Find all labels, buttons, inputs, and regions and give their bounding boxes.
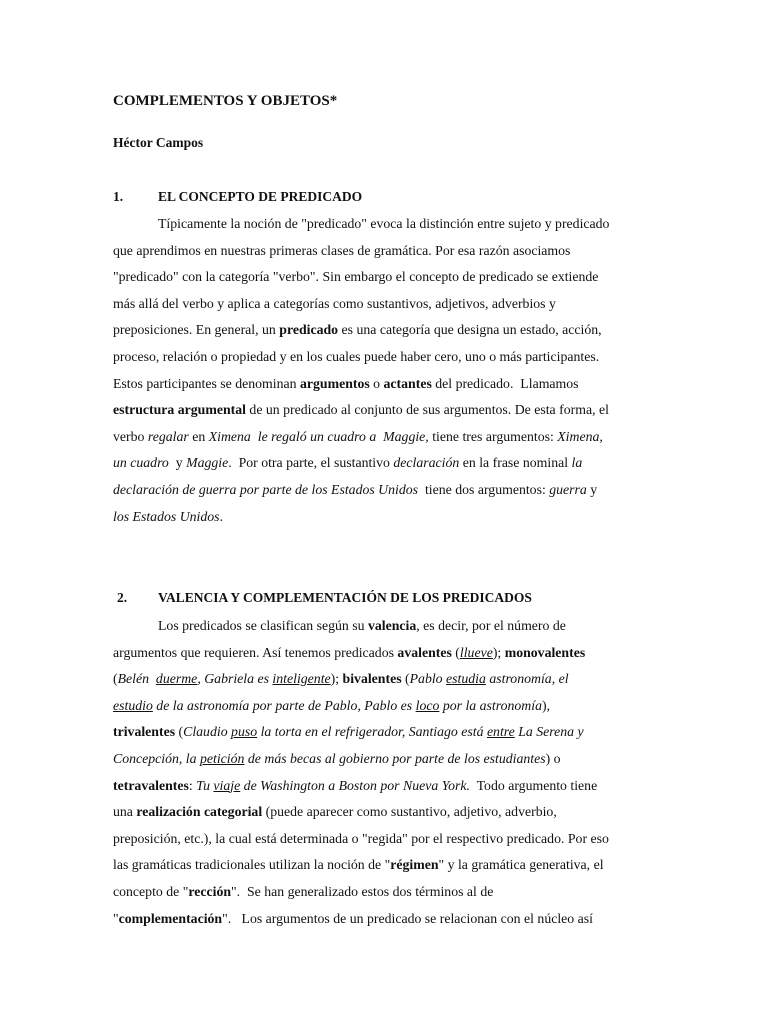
paragraph-line xyxy=(113,911,593,927)
text-run: " xyxy=(113,910,119,926)
italic-text: Belén xyxy=(117,671,156,687)
italic-text: un cuadro xyxy=(113,455,169,471)
paragraph-line xyxy=(113,724,584,740)
italic-text: Ximena le regaló un cuadro a Maggie, xyxy=(208,428,429,444)
paragraph-line xyxy=(113,402,609,418)
text-run: ); xyxy=(492,644,505,660)
text-run: ". Se han generalizado estos dos términos al de xyxy=(231,884,494,899)
text-run: ), xyxy=(542,697,551,713)
paragraph-line xyxy=(113,857,604,873)
text-run: ( xyxy=(113,671,118,687)
text-run: y xyxy=(168,455,187,471)
text-run: del predicado. Llamamos xyxy=(431,375,579,391)
paragraph-line xyxy=(113,509,223,525)
paragraph-line xyxy=(113,296,556,312)
text-run: preposición, etc.), la cual está determinada o "regida" por el respectivo predicado. Por eso xyxy=(113,830,609,846)
underlined-term: viaje xyxy=(213,777,241,793)
text-run: más allá del verbo y aplica a categorías como sustantivos, adjetivos, adverbios y xyxy=(113,295,556,311)
text-run: " y la gramática generativa, el xyxy=(438,857,604,873)
paragraph-line xyxy=(113,778,597,794)
paragraph-line xyxy=(113,751,561,767)
bold-term: trivalentes xyxy=(113,724,176,740)
underlined-term: petición xyxy=(199,751,245,766)
text-run: una xyxy=(113,804,137,820)
bold-term: actantes xyxy=(383,375,432,391)
paragraph-line xyxy=(113,429,603,445)
italic-text: regalar xyxy=(147,428,189,444)
bold-term: predicado xyxy=(279,322,339,338)
text-run: . Por otra parte, el sustantivo xyxy=(228,455,394,471)
text-run: tiene dos argumentos: xyxy=(418,482,550,497)
text-run: de un predicado al conjunto de sus argumentos. De esta forma, el xyxy=(245,402,609,418)
text-run: : xyxy=(188,777,197,793)
paragraph-line xyxy=(158,216,609,232)
italic-text: la torta en el refrigerador, Santiago está xyxy=(257,724,487,740)
section-title: EL CONCEPTO DE PREDICADO xyxy=(158,189,363,204)
text-run: ) o xyxy=(545,751,561,766)
bold-term: argumentos xyxy=(299,375,370,391)
paragraph-line xyxy=(113,349,599,365)
italic-text: Pablo xyxy=(409,671,447,687)
text-run: "predicado" con la categoría "verbo". Sin embargo el concepto de predicado se extiende xyxy=(113,269,599,285)
italic-text: por la astronomía xyxy=(439,697,542,713)
paragraph-line xyxy=(113,645,585,661)
bold-term: bivalentes xyxy=(342,671,402,687)
bold-term: tetravalentes xyxy=(113,777,189,793)
text-run: las gramáticas tradicionales utilizan la noción de " xyxy=(113,857,391,873)
paragraph-line xyxy=(113,831,609,847)
italic-text: declaración xyxy=(393,455,460,471)
text-run: (puede aparecer como sustantivo, adjetivo, adverbio, xyxy=(262,804,557,820)
text-run: concepto de " xyxy=(113,884,189,899)
underlined-term: puso xyxy=(231,724,258,740)
text-run: . xyxy=(219,508,224,524)
italic-text: los Estados Unidos xyxy=(113,508,220,524)
text-run: ". Los argumentos de un predicado se relacionan con el núcleo así xyxy=(222,910,593,926)
text-run: argumentos que requieren. Así tenemos predicados xyxy=(113,644,398,660)
italic-text: guerra xyxy=(549,482,587,497)
bold-term: rección xyxy=(188,884,232,899)
italic-text: Claudio xyxy=(183,724,232,740)
paragraph-line xyxy=(113,455,582,471)
italic-text: Concepción, la xyxy=(113,751,200,766)
underlined-term: estudia xyxy=(446,671,486,687)
paragraph-line xyxy=(113,322,602,338)
bold-term: régimen xyxy=(390,857,439,873)
underlined-term: loco xyxy=(415,697,440,713)
italic-text: La Serena y xyxy=(514,724,584,740)
underlined-term: inteligente xyxy=(272,671,331,687)
section-number: 2. xyxy=(117,590,128,605)
italic-text: declaración de guerra por parte de los Estados Unidos xyxy=(113,482,419,497)
text-run: Los predicados se clasifican según su xyxy=(158,618,368,633)
text-run: o xyxy=(369,375,384,391)
bold-term: valencia xyxy=(367,618,417,633)
text-run: y xyxy=(586,482,598,497)
paragraph-line xyxy=(113,884,493,900)
italic-text: Ximena, xyxy=(557,428,603,444)
text-run: , es decir, por el número de xyxy=(416,618,566,633)
italic-text: de la astronomía por parte de Pablo, Pablo es xyxy=(152,697,416,713)
italic-text: de más becas al gobierno por parte de los estudiantes xyxy=(244,751,546,766)
underlined-term: llueve xyxy=(459,644,493,660)
section-title: VALENCIA Y COMPLEMENTACIÓN DE LOS PREDICADOS xyxy=(158,590,532,605)
text-run: preposiciones. En general, un xyxy=(113,322,280,338)
text-run: en la frase nominal xyxy=(459,455,572,471)
text-run: ( xyxy=(401,671,410,687)
text-run: Típicamente la noción de "predicado" evoca la distinción entre sujeto y predicado xyxy=(158,216,610,231)
underlined-term: entre xyxy=(486,724,515,740)
italic-text: astronomía, el xyxy=(485,671,569,687)
italic-text: , Gabriela es xyxy=(197,671,273,687)
italic-text: de Washington a Boston por Nueva York. xyxy=(240,777,470,793)
italic-text: la xyxy=(571,455,583,471)
text-run: que aprendimos en nuestras primeras clases de gramática. Por esa razón asociamos xyxy=(113,242,571,258)
underlined-term: estudio xyxy=(113,697,153,713)
text-run: ( xyxy=(175,724,184,740)
paragraph-line xyxy=(113,804,557,820)
paragraph-line xyxy=(113,671,569,687)
document-title: COMPLEMENTOS Y OBJETOS* xyxy=(113,93,338,109)
underlined-term: duerme xyxy=(155,671,198,687)
section-number: 1. xyxy=(113,189,124,204)
text-run: Todo argumento tiene xyxy=(469,777,598,793)
text-run: Estos participantes se denominan xyxy=(113,375,300,391)
bold-term: complementación xyxy=(118,910,223,926)
text-run: en xyxy=(188,428,209,444)
bold-term: realización categorial xyxy=(136,804,263,820)
paragraph-line xyxy=(158,618,566,634)
italic-text: Maggie xyxy=(186,455,229,471)
document-author: Héctor Campos xyxy=(113,135,204,150)
paragraph-line xyxy=(113,482,597,498)
text-run: ); xyxy=(330,671,343,687)
italic-text: Tu xyxy=(196,777,214,793)
paragraph-line xyxy=(113,698,550,714)
paragraph-line xyxy=(113,376,579,392)
text-run: ( xyxy=(451,644,460,660)
text-run: es una categoría que designa un estado, acción, xyxy=(338,322,602,338)
text-run: proceso, relación o propiedad y en los cuales puede haber cero, uno o más participantes. xyxy=(113,349,600,364)
text-run: tiene tres argumentos: xyxy=(428,428,558,444)
text-run: verbo xyxy=(113,428,148,444)
bold-term: estructura argumental xyxy=(113,402,246,418)
bold-term: monovalentes xyxy=(504,644,586,660)
bold-term: avalentes xyxy=(397,644,452,660)
paragraph-line xyxy=(113,243,570,259)
paragraph-line xyxy=(113,269,598,285)
